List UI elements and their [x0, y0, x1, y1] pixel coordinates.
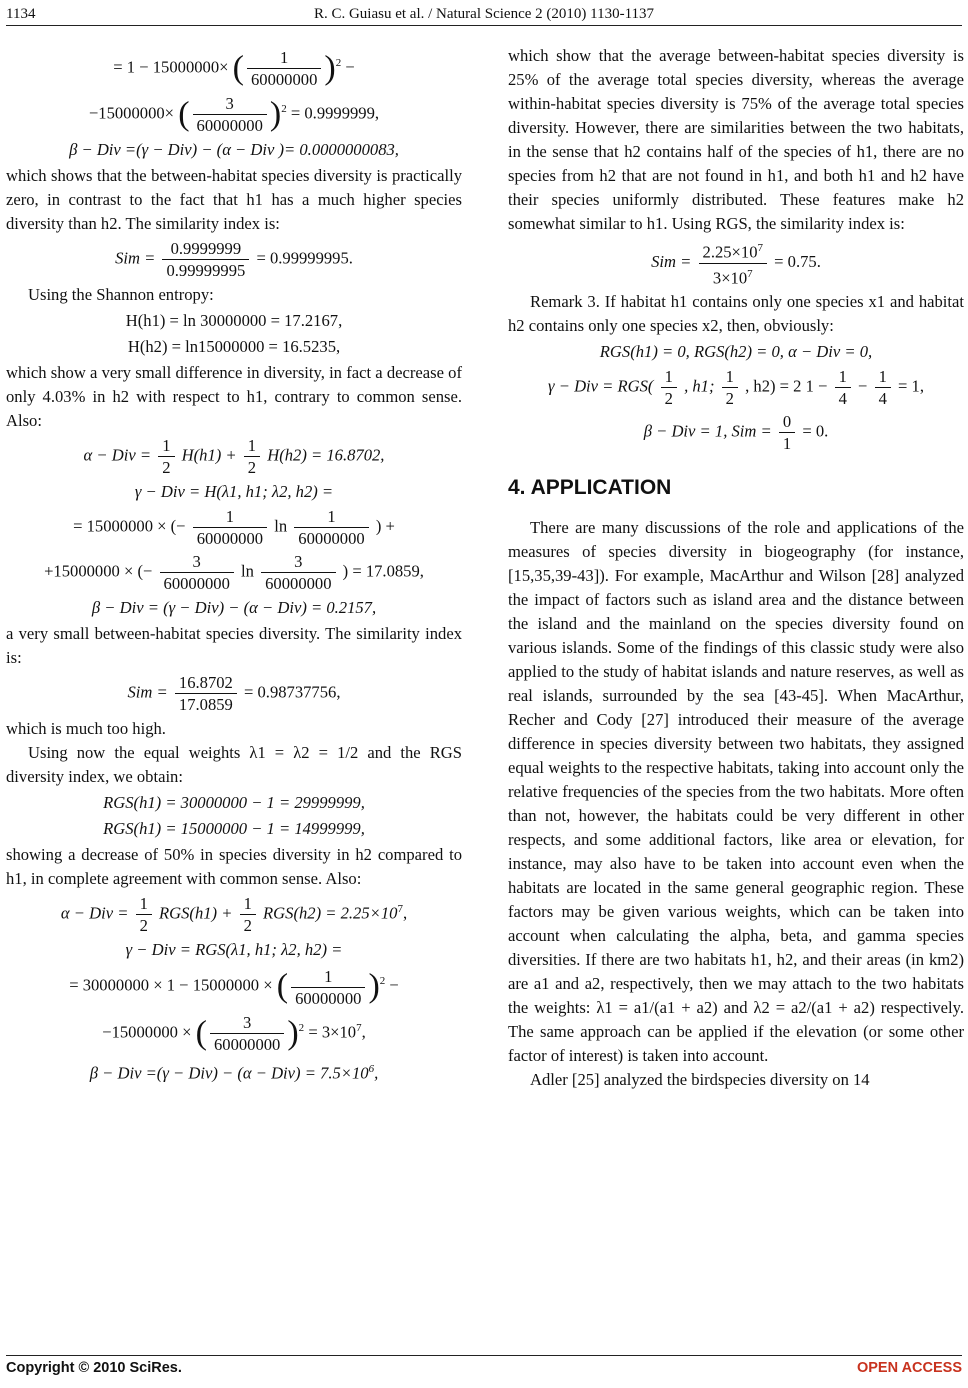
- copyright-notice: Copyright © 2010 SciRes.: [6, 1360, 182, 1376]
- equation-shannon-h2: H(h2) = ln15000000 = 16.5235,: [127, 337, 341, 357]
- equation-sim-1: Sim = $\frac{0.9999999}{0.99999995}$ = 0.99999995.: [115, 239, 353, 281]
- equation-alpha-div-2: α − Div = $\frac{1}{2}$ RGS(h1) + $\frac{1}{2}$ $RGS(h2) = 2.25\times 10^7$,: [60, 894, 408, 936]
- equation-beta-div-2: β − Div = (γ − Div) − (α − Div) = 0.2157,: [91, 598, 377, 618]
- running-head: R. C. Guiasu et al. / Natural Science 2 (2010) 1130-1137: [313, 6, 655, 22]
- equation-gamma-expansion-a: = 15000000 × (− $\frac{1}{60000000}$ ln $\frac{1}{60000000}$ ) +: [73, 507, 395, 549]
- footer-rule: [6, 1355, 962, 1356]
- section-heading: 4. APPLICATION: [508, 476, 672, 500]
- equation-gamma-div-2: γ − Div = RGS(λ1, h1; λ2, h2) =: [125, 940, 343, 960]
- equation-beta-div-3: β − Div $=(\gamma - Div) - (\alpha - Div) = 7.5\times 10^6$,: [89, 1062, 379, 1083]
- left-column: [6, 44, 462, 1087]
- equation-remark-2: γ − Div = RGS( $\frac{1}{2}$ , h1; $\frac{1}{2}$ , h2) = 2 1 − $\frac{1}{4}$ − $\frac{1}{4}$ = 1,: [548, 367, 924, 409]
- paragraph: which is much too high.: [6, 719, 166, 739]
- equation-rgs-h1: RGS(h1) = 30000000 − 1 = 29999999,: [103, 793, 365, 813]
- paragraph: showing a decrease of 50% in species diversity in h2 compared to h1, in complete agreement with common sense. Also:: [6, 845, 462, 889]
- equation-l2: −15000000× ( $\frac{3}{60000000}$ )$^2$ = 0.9999999,: [88, 94, 380, 136]
- paragraph: Adler [25] analyzed the birdspecies diversity on 14: [530, 1070, 870, 1090]
- paragraph: a very small between-habitat species diversity. The similarity index is:: [6, 624, 462, 668]
- equation-rgs-h2: RGS(h1) = 15000000 − 1 = 14999999,: [103, 819, 365, 839]
- paragraph: which show that the average between-habitat species diversity is 25% of the average total species diversity, whereas the average within-habitat species diversity is 75% of the average total species diversity. However, there are similarities between the two habitats, in the sense that h2 contains half of the species of h1, there are no species from h2 that are not found in h1, and both h1 and h2 have their species uniformly distributed. These features make h2 somewhat similar to h1. Using RGS, the similarity index is:: [508, 46, 964, 233]
- paragraph: There are many discussions of the role and applications of the measures of species diversity in biogeography (for instance, [15,35,39-43]). For example, MacArthur and Wilson [28] analyzed the impact of factors such as island area and the distance between the island and the mainland on the species diversity found on various islands. Some of the findings of this classic study were also applied to the study of habitat islands and nature reserves, as well as real islands, surrounded by the sea [43-45]. When MacArthur, Recher and Cody [27] introduced their measure of the average difference in species diversity between two habitats, they assigned equal weights to the respective habitats, taking into account only the relative frequencies of the species from the two habitats. More often than not, however, the habitats could be very different in other respects, and some additional factors, like area or elevation, for instance, may also have to be taken into account even when the habitats are located in the same general geographic region. These factors may be given various weights, which can be taken into account when calculating the alpha, beta, and gamma species diversities. If there are two habitats h1, h2, and their areas (in km2) are a1 and a2, respectively, then we may attach to the two habitats the weights: λ1 = a1/(a1 + a2) and λ2 = a2/(a1 + a2) respectively. The same approach can be applied if the elevation (or some other factor of interest) is taken into account.: [508, 518, 964, 1066]
- equation-sim-3: Sim = $\frac{2.25\times 10^7}{3\times 10^7}$ = 0.75.: [508, 238, 964, 288]
- equation-remark-3: β − Div = 1, Sim = $\frac{0}{1}$ = 0.: [643, 412, 829, 454]
- equation-gamma-div-1: γ − Div = H(λ1, h1; λ2, h2) =: [134, 482, 334, 502]
- remark-paragraph: Remark 3. If habitat h1 contains only one species x1 and habitat h2 contains only one species x2, then, obviously:: [508, 292, 964, 336]
- open-access-label: OPEN ACCESS: [856, 1360, 962, 1376]
- equation-sim-2: Sim = $\frac{16.8702}{17.0859}$ = 0.98737756,: [127, 673, 341, 715]
- page-number: 1134: [6, 6, 36, 22]
- equation-gamma-rgs-a: = 30000000 × 1 − 15000000 × ( $\frac{1}{60000000}$ )$^2$ −: [69, 966, 399, 1008]
- equation-l1: = 1 − 15000000× ( $\frac{1}{60000000}$ )$^2$ −: [113, 48, 355, 90]
- equation-beta-div-1: β − Div =(γ − Div) − (α − Div )= 0.0000000083,: [69, 140, 399, 160]
- equation-remark-1: RGS(h1) = 0, RGS(h2) = 0, α − Div = 0,: [599, 342, 873, 362]
- paragraph: which show a very small difference in diversity, in fact a decrease of only 4.03% in h2 with respect to h1, contrary to common sense. Also:: [6, 363, 462, 431]
- page-footer: [6, 1360, 962, 1382]
- paragraph: Using the Shannon entropy:: [28, 285, 214, 305]
- right-column: [508, 44, 964, 1092]
- paragraph: Using now the equal weights λ1 = λ2 = 1/2 and the RGS diversity index, we obtain:: [6, 743, 462, 787]
- equation-alpha-div-1: α − Div = $\frac{1}{2}$ H(h1) + $\frac{1}{2}$ H(h2) = 16.8702,: [83, 436, 385, 478]
- equation-gamma-rgs-b: −15000000 × ( $\frac{3}{60000000}$ )$^2 = 3\times 10^7$,: [102, 1012, 366, 1054]
- equation-gamma-expansion-b: +15000000 × (− $\frac{3}{60000000}$ ln $\frac{3}{60000000}$ ) = 17.0859,: [44, 552, 424, 594]
- header-rule: [6, 25, 962, 26]
- equation-shannon-h1: H(h1) = ln 30000000 = 17.2167,: [125, 311, 343, 331]
- paragraph: which shows that the between-habitat species diversity is practically zero, in contrast to the fact that h1 has a much higher species diversity than h2. The similarity index is:: [6, 166, 462, 234]
